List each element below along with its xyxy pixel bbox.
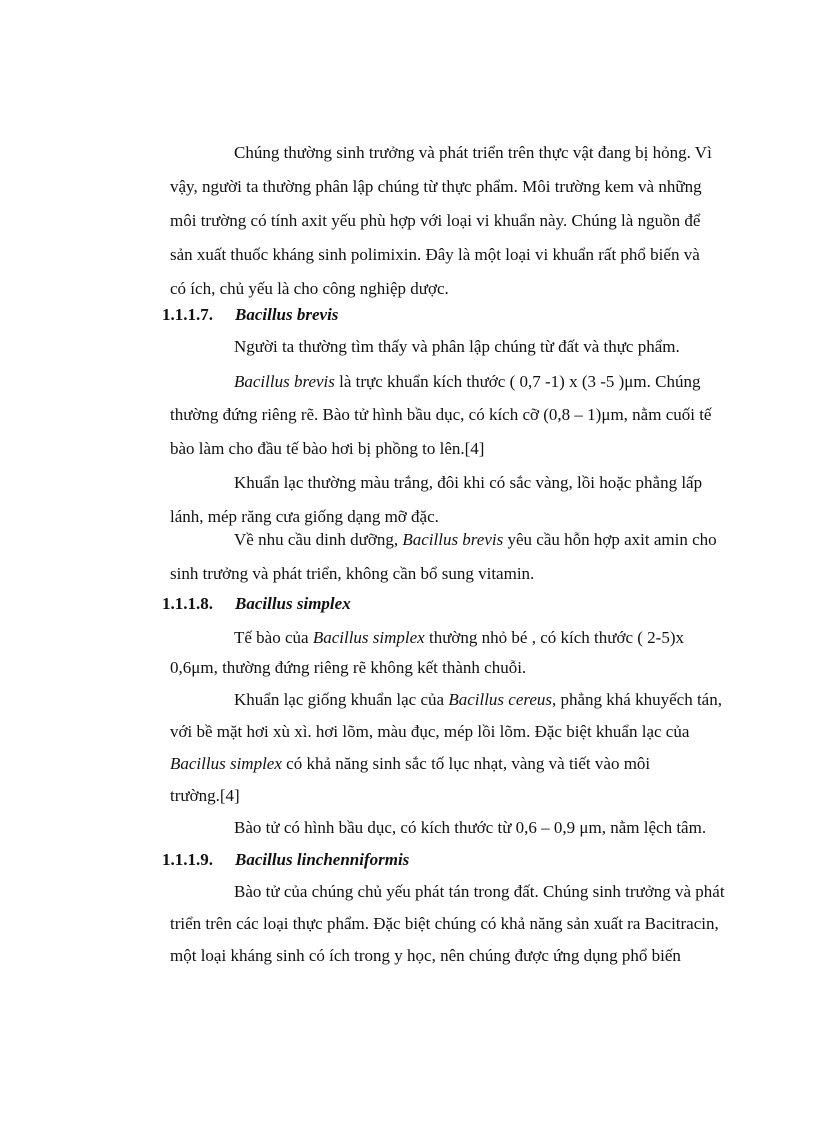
paragraph-line: sản xuất thuốc kháng sinh polimixin. Đây là một loại vi khuẩn rất phổ biến và [170,245,700,264]
paragraph-line: Bào tử của chúng chủ yếu phát tán trong đất. Chúng sinh trưởng và phát [234,882,725,901]
section-heading-1-1-1-8: 1.1.1.8. Bacillus simplex [162,594,351,613]
paragraph-line: Tế bào của Bacillus simplex thường nhỏ bé , có kích thước ( 2-5)x [234,628,684,647]
paragraph-line: vậy, người ta thường phân lập chúng từ thực phẩm. Môi trường kem và những [170,177,702,196]
paragraph-line: Bacillus simplex có khả năng sinh sắc tố lục nhạt, vàng và tiết vào môi [170,754,651,773]
paragraph-line: Bào tử có hình bầu dục, có kích thước từ 0,6 – 0,9 μm, nằm lệch tâm. [234,818,707,837]
paragraph-line: sinh trưởng và phát triển, không cần bổ sung vitamin. [170,564,535,583]
paragraph-line: một loại kháng sinh có ích trong y học, nên chúng được ứng dụng phổ biến [170,946,681,965]
paragraph-line: thường đứng riêng rẽ. Bào tử hình bầu dục, có kích cỡ (0,8 – 1)μm, nằm cuối tế [170,405,712,424]
paragraph-line: Chúng thường sinh trưởng và phát triển trên thực vật đang bị hỏng. Vì [234,143,712,162]
paragraph-line: Khuẩn lạc giống khuẩn lạc của Bacillus cereus, phẳng khá khuyếch tán, [234,690,722,709]
paragraph-line: 0,6μm, thường đứng riêng rẽ không kết thành chuỗi. [170,658,527,677]
paragraph-line: có ích, chủ yếu là cho công nghiệp dược. [170,279,449,298]
paragraph-line: lánh, mép răng cưa giống dạng mỡ đặc. [170,507,439,526]
paragraph-line: Khuẩn lạc thường màu trắng, đôi khi có sắc vàng, lồi hoặc phẳng lấp [234,473,703,492]
paragraph-line: môi trường có tính axit yếu phù hợp với loại vi khuẩn này. Chúng là nguồn để [170,211,701,230]
paragraph-line: bào làm cho đầu tế bào hơi bị phồng to lên.[4] [170,439,485,458]
section-heading-1-1-1-9: 1.1.1.9. Bacillus linchenniformis [162,850,410,869]
paragraph-line: triển trên các loại thực phẩm. Đặc biệt chúng có khả năng sản xuất ra Bacitracin, [170,914,719,933]
paragraph-line: với bề mặt hơi xù xì. hơi lõm, màu đục, mép lồi lõm. Đặc biệt khuẩn lạc của [170,722,690,741]
section-heading-1-1-1-7: 1.1.1.7. Bacillus brevis [162,305,339,324]
paragraph-line: Người ta thường tìm thấy và phân lập chúng từ đất và thực phẩm. [234,337,680,356]
paragraph-line: trường.[4] [170,786,240,805]
paragraph-line: Bacillus brevis là trực khuẩn kích thước ( 0,7 -1) x (3 -5 )μm. Chúng [234,372,701,391]
paragraph-line: Về nhu cầu dinh dưỡng, Bacillus brevis yêu cầu hỗn hợp axit amin cho [234,530,717,549]
